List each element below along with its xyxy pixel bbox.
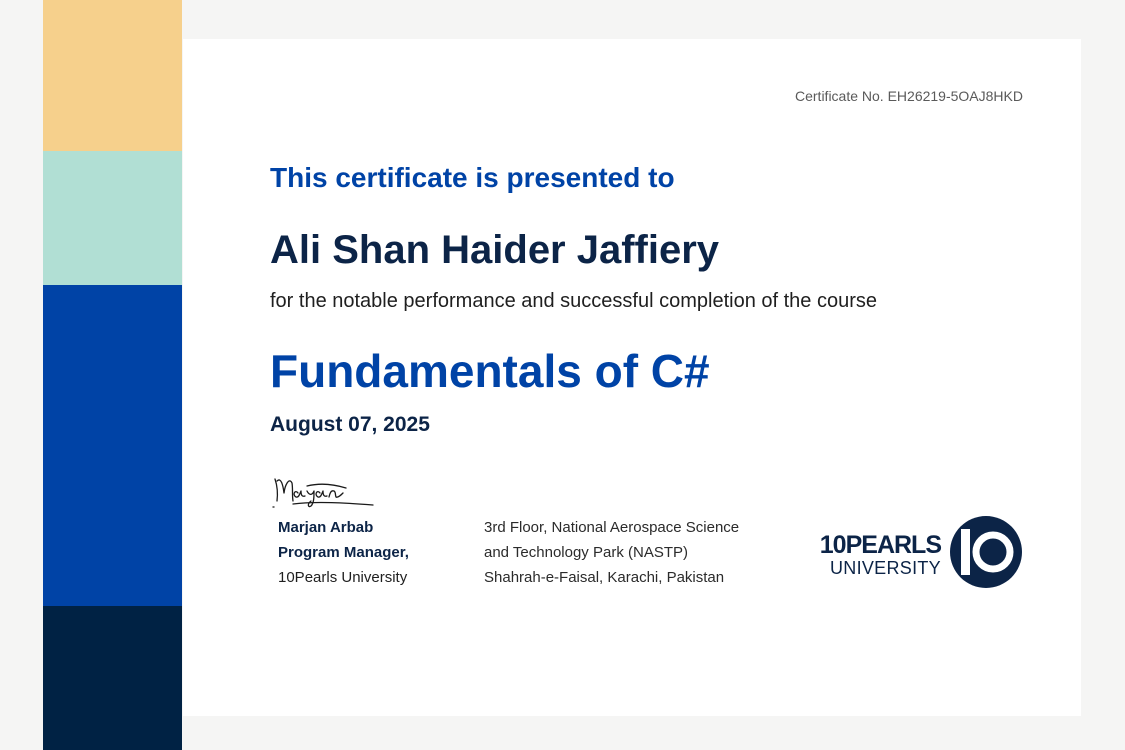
address-line-2: and Technology Park (NASTP) — [484, 544, 688, 561]
logo-mark-icon — [949, 515, 1023, 589]
certificate-card — [183, 39, 1081, 716]
signatory-block — [278, 515, 409, 590]
recipient-name: Ali Shan Haider Jaffiery — [270, 228, 720, 272]
address-line-1: 3rd Floor, National Aerospace Science — [484, 519, 740, 536]
university-logo — [803, 513, 1025, 593]
certificate-number: Certificate No. EH26219-5OAJ8HKD — [795, 88, 1023, 104]
completion-text: for the notable performance and successful completion of the course — [270, 290, 878, 312]
logo-subtitle: UNIVERSITY — [829, 558, 941, 578]
signatory-organization: 10Pearls University — [278, 569, 408, 586]
logo-wordmark — [820, 533, 941, 578]
presented-to-heading: This certificate is presented to — [270, 162, 675, 193]
yellow-stripe — [43, 0, 182, 151]
issue-date: August 07, 2025 — [270, 413, 430, 436]
address-line-3: Shahrah-e-Faisal, Karachi, Pakistan — [484, 569, 725, 586]
logo-brand: 10PEARLS — [819, 531, 941, 559]
signatory-name: Marjan Arbab — [278, 519, 374, 536]
address-block — [484, 515, 739, 590]
signature-icon — [271, 471, 381, 511]
course-title: Fundamentals of C# — [270, 345, 710, 397]
blue-stripe — [43, 285, 182, 606]
signatory-title: Program Manager, — [278, 544, 409, 561]
mint-stripe — [43, 151, 182, 285]
navy-stripe — [43, 606, 182, 750]
